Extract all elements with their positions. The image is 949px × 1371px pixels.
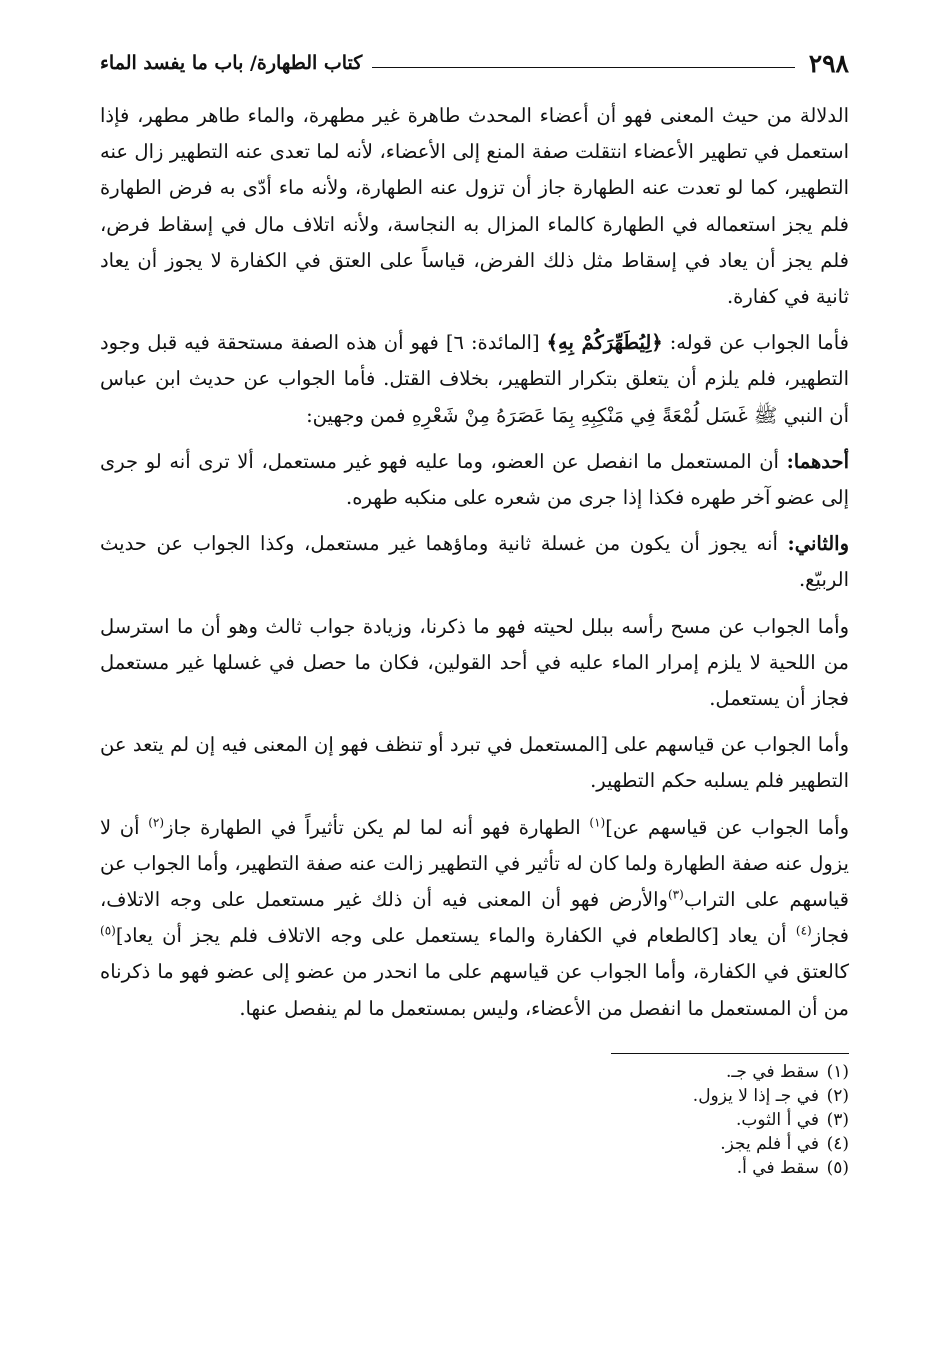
footnote xyxy=(100,1084,849,1108)
paragraph-text: الدلالة من حيث المعنى فهو أن أعضاء المحدث طاهرة غير مطهرة، والماء طاهر مطهر، فإذا استعمل في تطهير الأعضاء انتقلت صفة المنع إلى الأعضاء، لأنه لما تعدى عنه التطهير زال عنه التطهير، كما لو تعدت عنه الطهارة جاز أن تزول عنه الطهارة، ولأنه ماء أدّى به فرض الطهارة فلم يجز استعماله في الطهارة كالماء المزال به النجاسة، ولأنه اتلاف مال في إسقاط فرض، فلم يجز أن يعاد في إسقاط مثل ذلك الفرض، قياساً على العتق في الكفارة لا يجوز أن يعاد ثانية في كفارة. xyxy=(100,104,849,309)
paragraph-text: كالعتق في الكفارة، وأما الجواب عن قياسهم على ما انحدر من عضو إلى عضو فهو ما ذكرناه من أن المستعمل ما انفصل من الأعضاء، وليس بمستعمل ما لم ينفصل عنها. xyxy=(100,960,849,1020)
paragraph-text: وأما الجواب عن مسح رأسه ببلل لحيته فهو ما ذكرنا، وزيادة جواب ثالث وهو أن ما استرسل من اللحية لا يلزم إمرار الماء عليه في أحد القولين، فكان ما حصل في غسلها غير مستعمل فجاز أن يستعمل. xyxy=(100,614,849,711)
footnote-ref: (٣) xyxy=(667,887,684,902)
footnote xyxy=(100,1060,849,1084)
paragraph-lead: والثاني: xyxy=(787,532,849,556)
footnote-ref: (١) xyxy=(589,815,606,830)
paragraph xyxy=(100,609,849,718)
footnote-number: (٢) xyxy=(826,1085,849,1106)
footnote xyxy=(100,1156,849,1180)
footnote-text: في أ الثوب. xyxy=(735,1109,819,1130)
paragraph-text: أنه يجوز أن يكون من غسلة ثانية وماؤهما غير مستعمل، وكذا الجواب عن حديث الربيّع. xyxy=(100,532,849,592)
footnote-text: في أ فلم يجز. xyxy=(720,1133,819,1154)
running-title: كتاب الطهارة/ باب ما يفسد الماء xyxy=(100,52,363,74)
paragraph-text: الطهارة فهو أنه لما لم يكن تأثيراً في الطهارة جاز xyxy=(164,815,581,839)
header-rule xyxy=(372,67,794,68)
quran-verse: ﴿لِيُطَهِّرَكُمْ بِهِ﴾ xyxy=(546,331,663,355)
footnote-number: (١) xyxy=(826,1061,849,1082)
footnote xyxy=(100,1132,849,1156)
paragraph xyxy=(100,444,849,516)
footnote-text: في جـ إذا لا يزول. xyxy=(692,1085,819,1106)
page-number: ٢٩٨ xyxy=(808,48,849,78)
paragraph-text: [المائدة: ٦] فهو أن هذه الصفة مستحقة فيه قبل وجود التطهير، فلم يلزم أن يتعلق بتكرار التطهير، بخلاف القتل. فأما الجواب عن حديث ابن عباس أن النبي ﷺ غَسَل لُمْعَةً فِي مَنْكِبِهِ بِمَا عَصَرَهُ مِنْ شَعْرِهِ فمن وجهين: xyxy=(100,331,849,427)
paragraph-text: وأما الجواب عن قياسهم عن] xyxy=(605,815,849,839)
footnotes-divider xyxy=(611,1053,849,1054)
footnote-number: (٥) xyxy=(826,1157,849,1178)
footnote-ref: (٤) xyxy=(795,923,812,938)
paragraph xyxy=(100,810,849,1027)
footnote-number: (٤) xyxy=(826,1133,849,1154)
paragraph-text: أن المستعمل ما انفصل عن العضو، وما عليه فهو غير مستعمل، ألا ترى أنه لو جرى إلى عضو آخر طهره فكذا إذا جرى من شعره على منكبه طهره. xyxy=(100,449,849,510)
footnote-ref: (٥) xyxy=(100,923,116,938)
paragraph-text: أن يعاد [كالطعام في الكفارة والماء يستعمل على وجه الاتلاف فلم يجز أن يعاد] xyxy=(115,924,787,948)
footnotes-list xyxy=(100,1060,849,1180)
footnote-text: سقط في أ. xyxy=(736,1157,819,1178)
footnote-text: سقط في جـ. xyxy=(726,1061,819,1082)
paragraph xyxy=(100,526,849,598)
paragraph-lead: أحدهما: xyxy=(786,449,849,473)
footnote-number: (٣) xyxy=(826,1109,849,1130)
page-header xyxy=(100,40,849,86)
paragraph-text: والأرض فهو أن المعنى فيه أن ذلك غير مستعمل على وجه الاتلاف، فجاز xyxy=(100,888,849,948)
paragraph-text: فأما الجواب عن قوله: xyxy=(669,331,849,355)
main-text xyxy=(100,98,849,1027)
paragraph xyxy=(100,727,849,799)
footnote xyxy=(100,1108,849,1132)
paragraph xyxy=(100,325,849,434)
paragraph-text: وأما الجواب عن قياسهم على [المستعمل في تبرد أو تنظف فهو إن المعنى فيه إن لم يتعد عن التطهير فلم يسلبه حكم التطهير. xyxy=(100,733,849,793)
paragraph-text: أن لا يزول عنه صفة الطهارة ولما كان له تأثير في التطهير زالت عنه صفة التطهير، وأما الجواب عن قياسهم على التراب xyxy=(100,815,849,912)
paragraph xyxy=(100,98,849,315)
footnote-ref: (٢) xyxy=(148,815,165,830)
